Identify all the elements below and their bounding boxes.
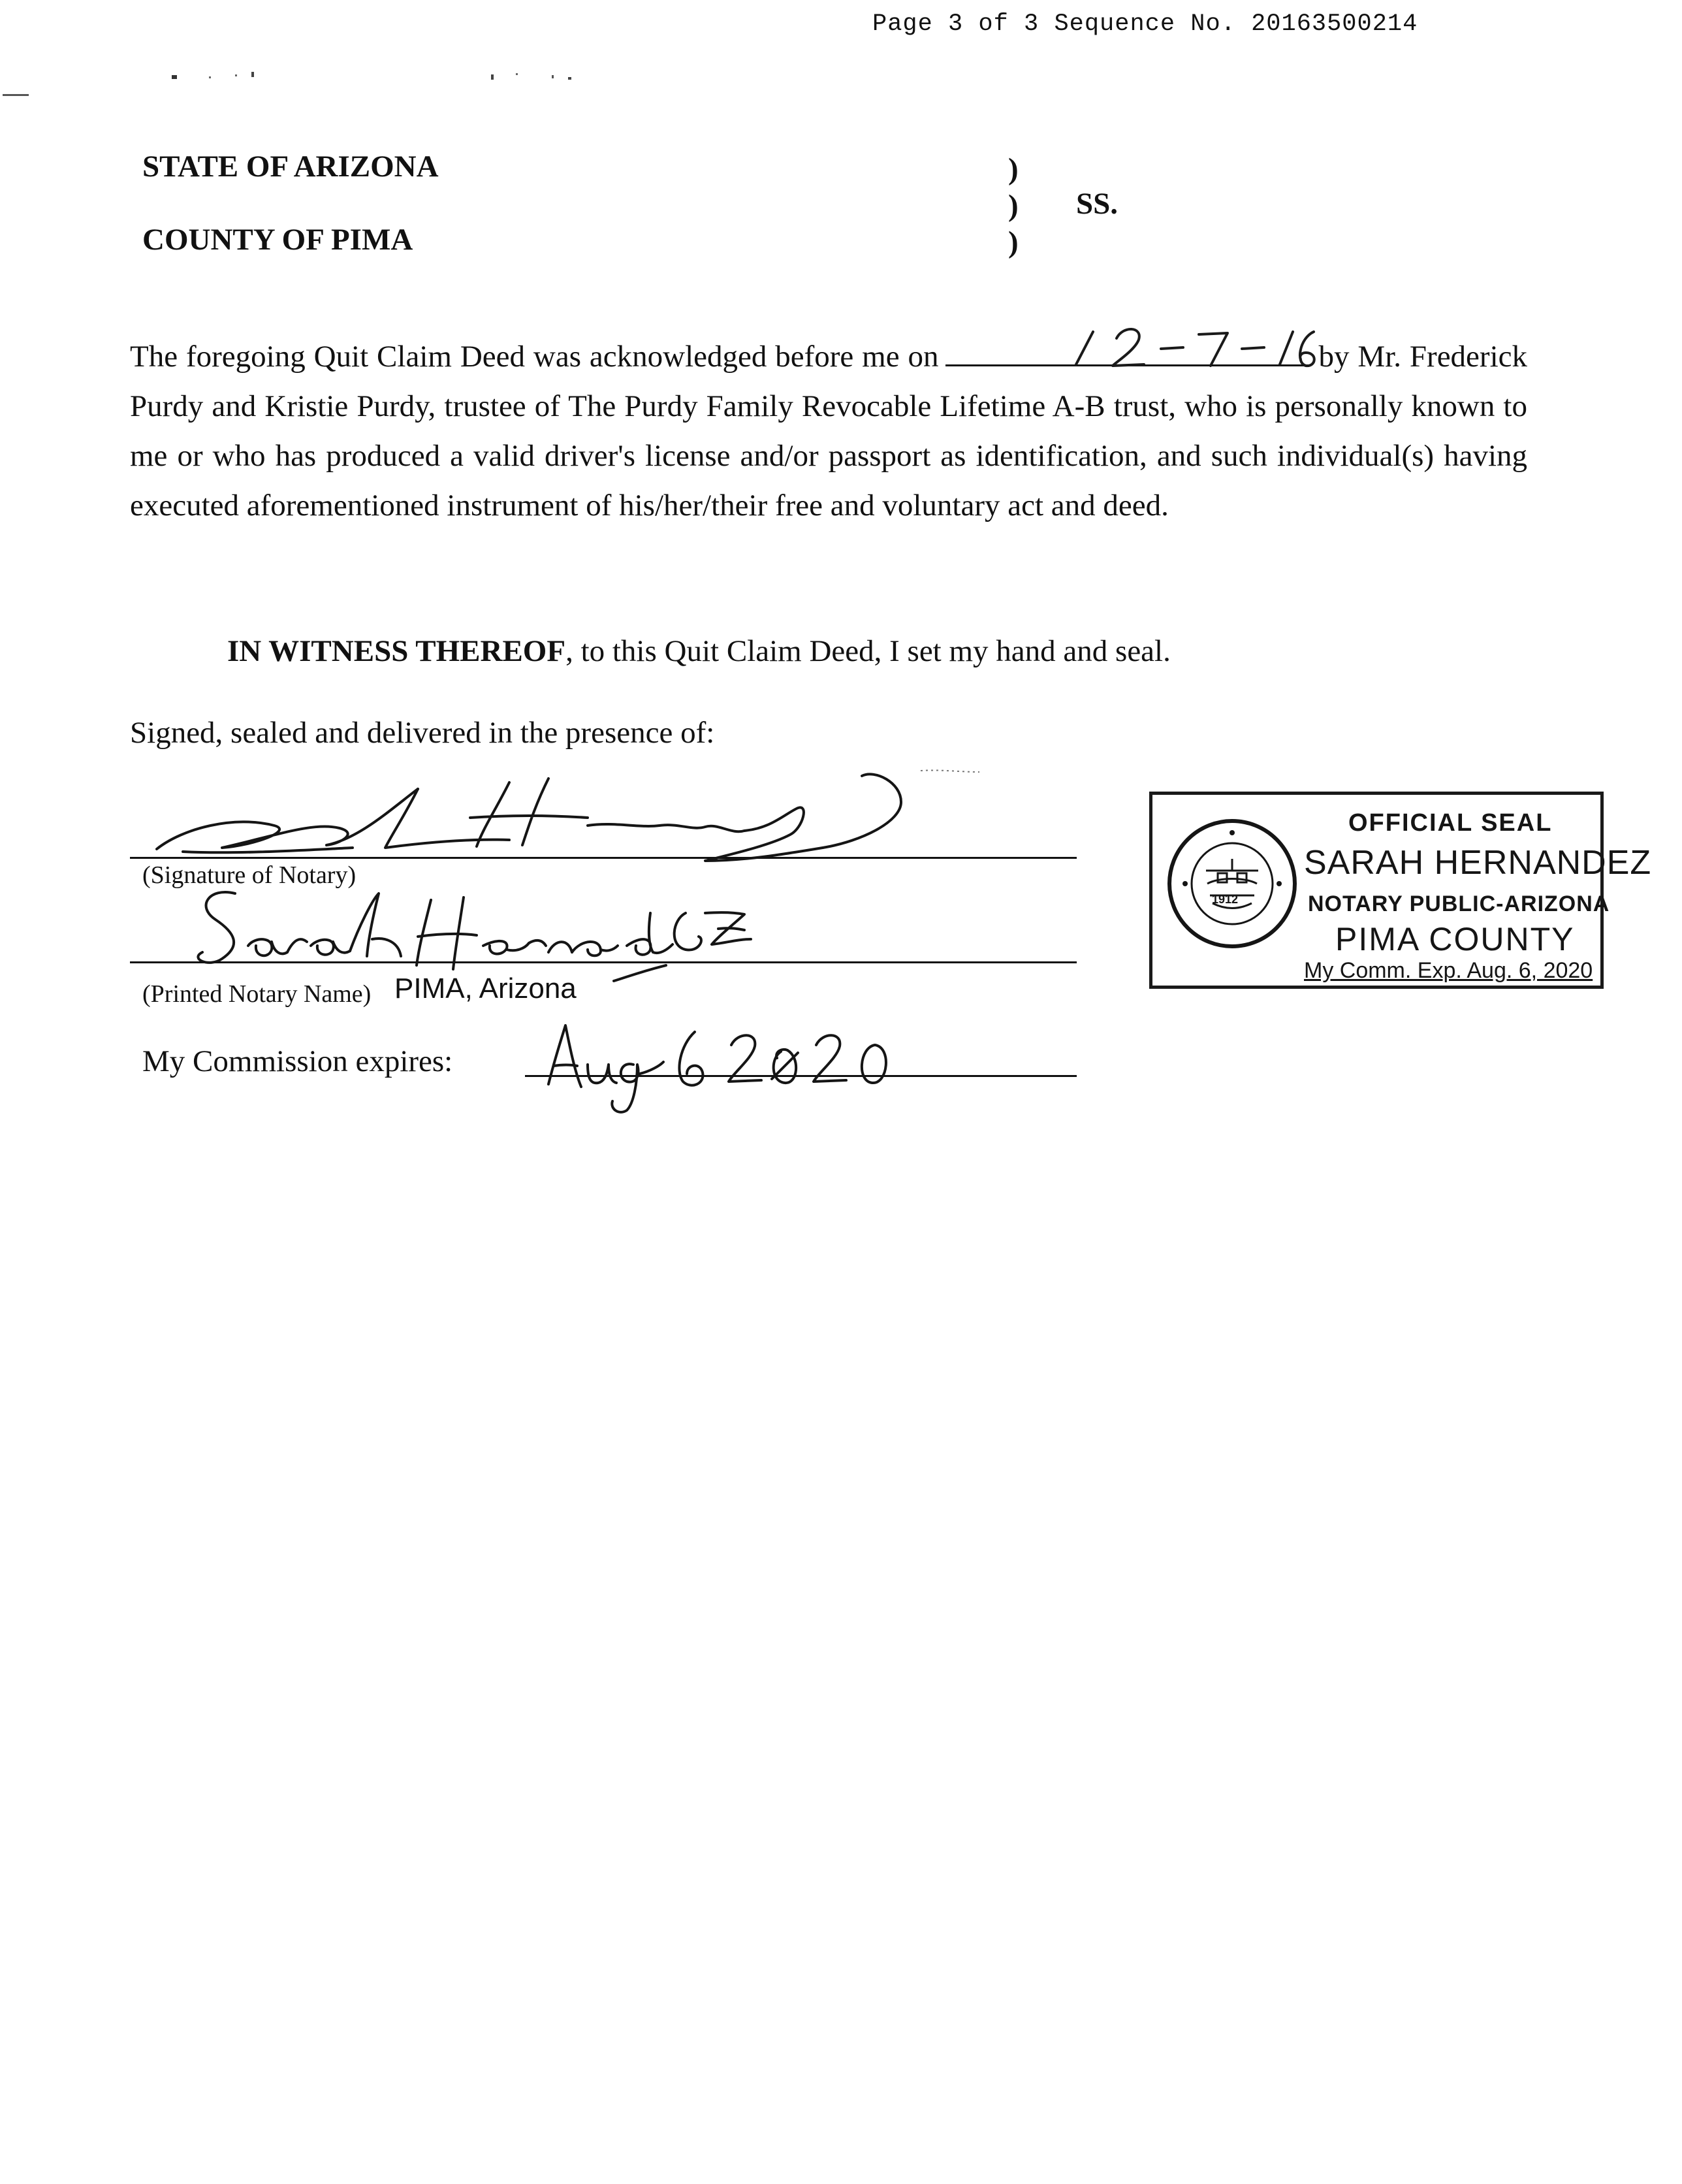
- seal-notary-name: SARAH HERNANDEZ: [1304, 844, 1652, 882]
- official-notary-seal: [1149, 792, 1652, 989]
- page-sequence-header: Page 3 of 3 Sequence No. 20163500214: [872, 10, 1418, 38]
- venue-paren-3: ): [1008, 225, 1019, 259]
- commission-expires-label: My Commission expires:: [142, 1044, 453, 1078]
- notary-location: PIMA, Arizona: [394, 972, 577, 1004]
- state-label: STATE OF ARIZONA: [142, 150, 439, 184]
- seal-notary-line: NOTARY PUBLIC-ARIZONA: [1308, 891, 1610, 916]
- ss-label: SS.: [1076, 187, 1119, 221]
- witness-rest: , to this Quit Claim Deed, I set my hand and seal.: [565, 634, 1171, 668]
- seal-emblem-year: 1912: [1211, 893, 1239, 906]
- scan-artifacts: [0, 65, 588, 104]
- venue-paren-1: ): [1008, 152, 1019, 186]
- seal-county: PIMA COUNTY: [1335, 921, 1575, 957]
- ack-text-after-date: by Mr. Frederick Purdy and Kristie Purdy, trustee of The Purdy Family Revocable Lifetime A-B trust, who is personally known to me or who has produced a valid driver's license and/or passport as identification, and such individual(s) having executed aforementioned instrument of his/her/their free and voluntary act and deed.: [130, 340, 1527, 522]
- ack-text-before-date: The foregoing Quit Claim Deed was acknowledged before me on: [130, 340, 939, 374]
- witness-clause: [227, 634, 1171, 669]
- signature-of-notary-label: (Signature of Notary): [142, 861, 357, 889]
- county-label: COUNTY OF PIMA: [142, 223, 413, 257]
- witness-lead: IN WITNESS THEREOF: [227, 634, 566, 668]
- great-seal-emblem-icon: [1167, 818, 1297, 949]
- seal-title: OFFICIAL SEAL: [1348, 809, 1553, 837]
- signed-delivered-line: Signed, sealed and delivered in the presence of:: [130, 716, 715, 750]
- printed-notary-name-label: (Printed Notary Name): [142, 980, 372, 1008]
- handwritten-commission-expiry: [535, 1019, 901, 1117]
- venue-paren-2: ): [1008, 189, 1019, 223]
- handwritten-date-signature: [1071, 319, 1319, 377]
- seal-expiry: My Comm. Exp. Aug. 6, 2020: [1304, 958, 1593, 983]
